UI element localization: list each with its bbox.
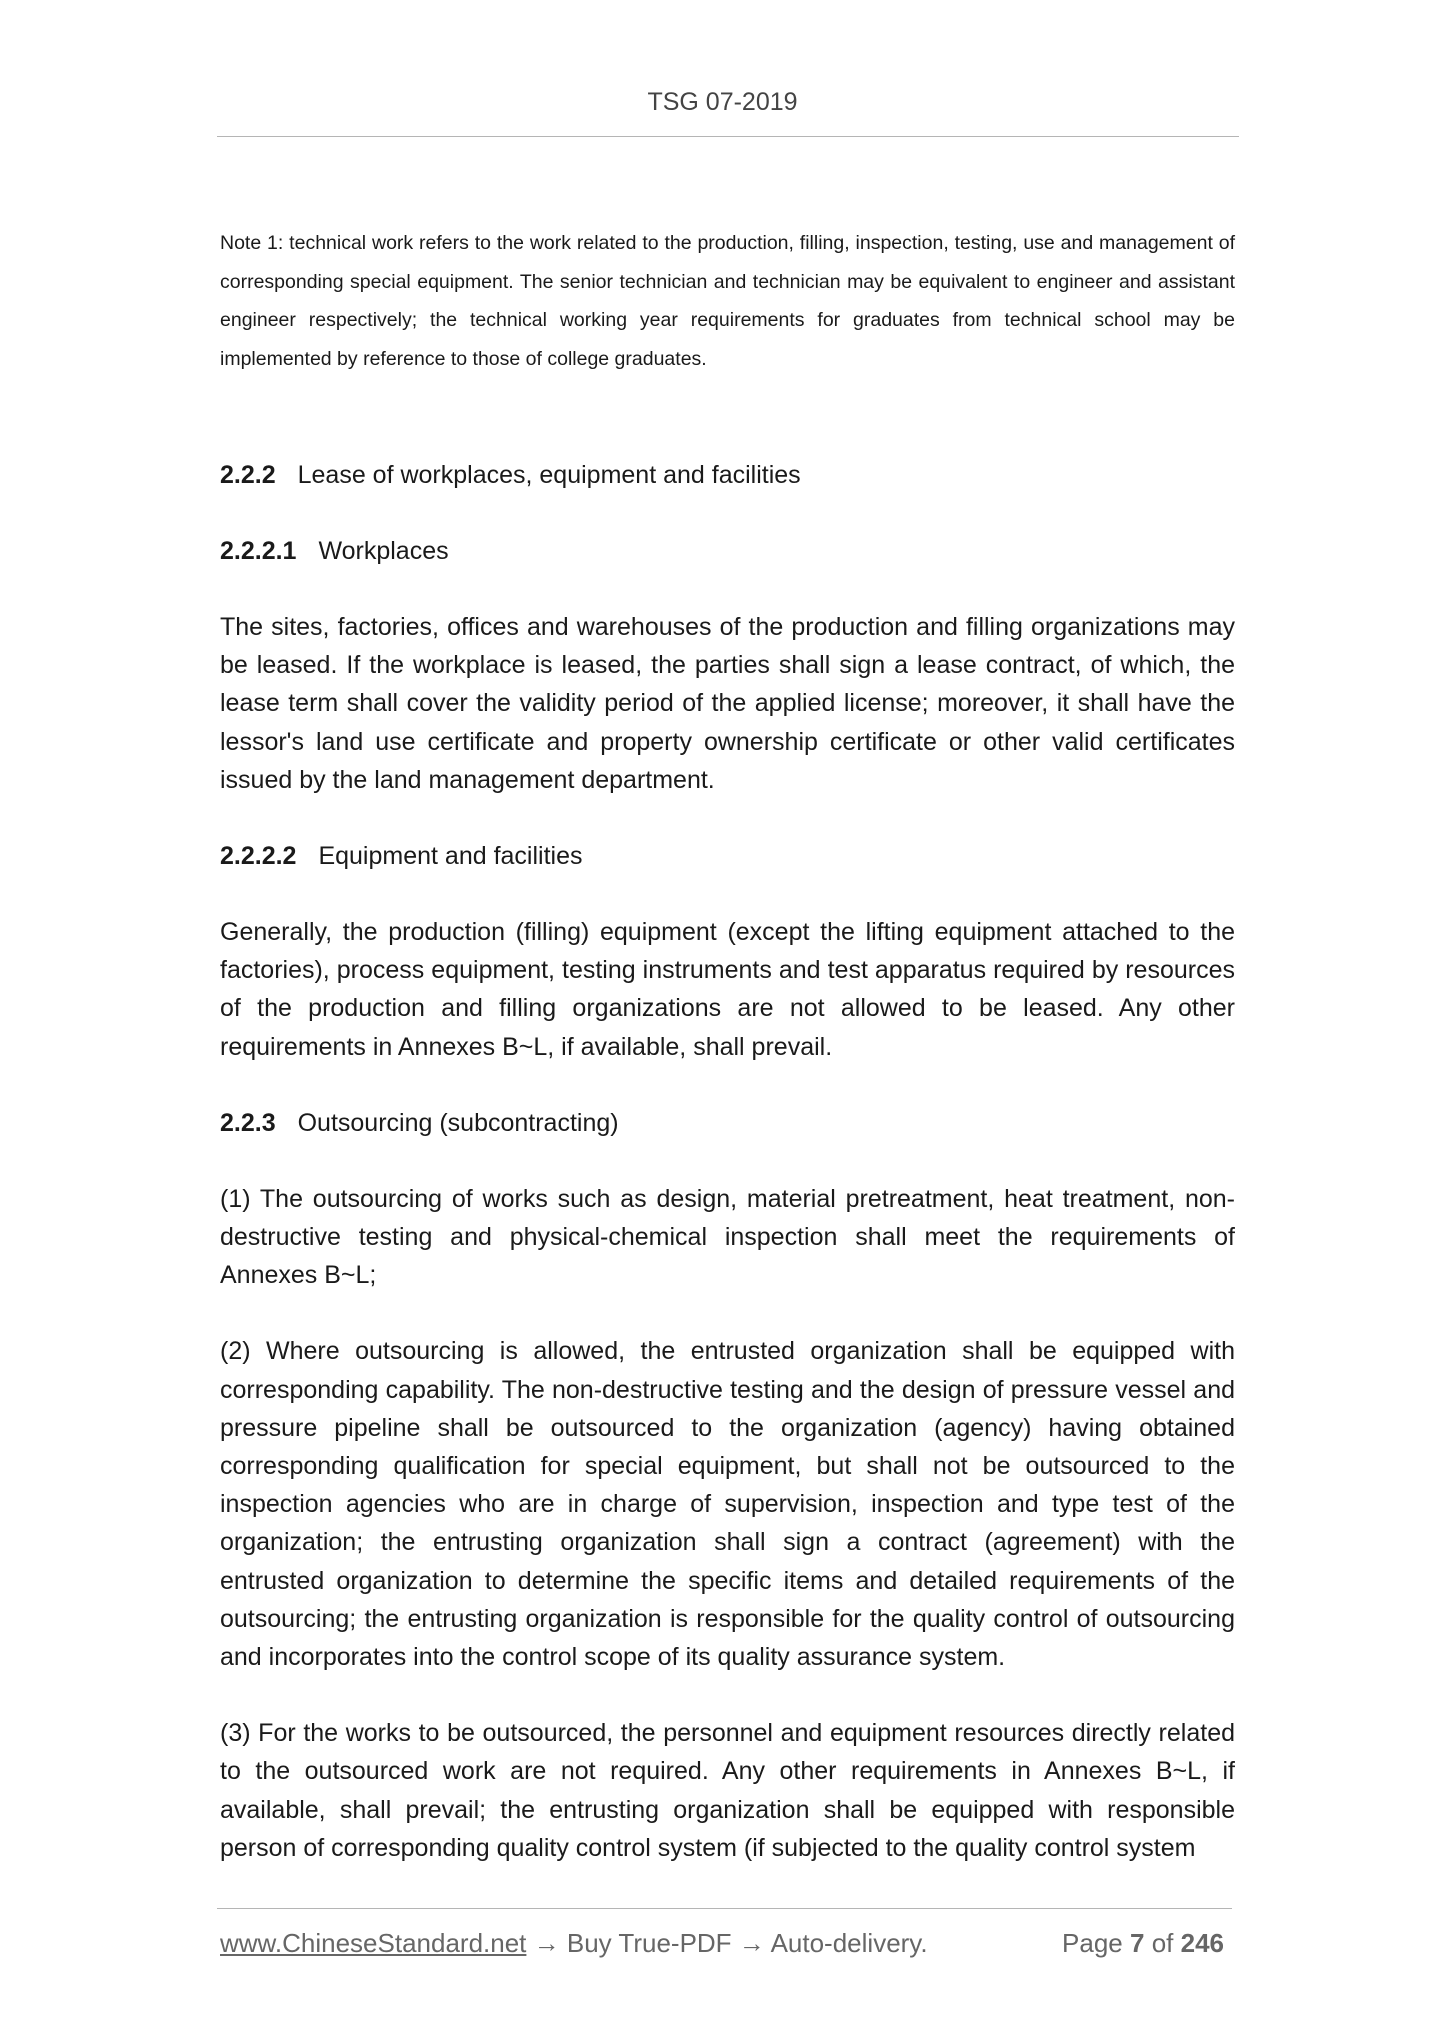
section-number: 2.2.2.1	[220, 537, 297, 565]
outsourcing-item-1: (1) The outsourcing of works such as design, material pretreatment, heat treatment, non-destructive testing and physical-chemical inspection shall meet the requirements of Annexes B~L;	[220, 1184, 1235, 1290]
section-heading-2-2-3	[220, 1104, 1235, 1142]
of-label: of	[1151, 1928, 1174, 1958]
header-divider	[217, 136, 1239, 137]
section-number: 2.2.2.2	[220, 842, 297, 871]
current-page-number: 7	[1129, 1928, 1145, 1958]
outsourcing-item-2: (2) Where outsourcing is allowed, the entrusted organization shall be equipped with corresponding capability. The non-destructive testing and the design of pressure vessel and pressure pipeline shall be outsourced to the organization (agency) having obtained corresponding qualification for special equipment, but shall not be outsourced to the inspection agencies who are in charge of supervision, inspection and type test of the organization; the entrusting organization shall sign a contract (agreement) with the entrusted organization to determine the specific items and detailed requirements of the outsourcing; the entrusting organization is responsible for the quality control of outsourcing and incorporates into the control scope of its quality assurance system.	[220, 1337, 1235, 1672]
section-number: 2.2.2	[220, 461, 276, 489]
website-link[interactable]: www.ChineseStandard.net	[220, 1928, 527, 1958]
section-number: 2.2.3	[220, 1108, 276, 1137]
page-label: Page	[1062, 1928, 1123, 1958]
section-title: Workplaces	[318, 537, 449, 565]
footer-divider	[217, 1908, 1232, 1909]
section-title: Lease of workplaces, equipment and facilities	[297, 461, 801, 489]
document-code-header: TSG 07-2019	[647, 88, 798, 116]
promo-text: → Buy True-PDF → Auto-delivery.	[526, 1928, 928, 1958]
section-heading-2-2-2	[220, 456, 1235, 494]
section-title: Equipment and facilities	[318, 842, 583, 871]
page-content	[220, 224, 1235, 1905]
workplaces-paragraph: The sites, factories, offices and warehouses of the production and filling organizations may be leased. If the workplace is leased, the parties shall sign a lease contract, of which, the lease term shall cover the validity period of the applied license; moreover, it shall have the lessor's land use certificate and property ownership certificate or other valid certificates issued by the land management department.	[220, 613, 1235, 794]
equipment-paragraph: Generally, the production (filling) equipment (except the lifting equipment attached to the factories), process equipment, testing instruments and test apparatus required by resources of the production and filling organizations are not allowed to be leased. Any other requirements in Annexes B~L, if available, shall prevail.	[220, 918, 1235, 1061]
outsourcing-item-3: (3) For the works to be outsourced, the personnel and equipment resources directly related to the outsourced work are not required. Any other requirements in Annexes B~L, if available, shall prevail; the entrusting organization shall be equipped with responsible person of corresponding quality control system (if subjected to the quality control system	[220, 1719, 1235, 1862]
section-heading-2-2-2-2	[220, 837, 1235, 875]
page-counter	[1062, 1928, 1224, 1959]
note-paragraph: Note 1: technical work refers to the work related to the production, filling, inspection, testing, use and management of corresponding special equipment. The senior technician and technician may be equivalent to engineer and assistant engineer respectively; the technical working year requirements for graduates from technical school may be implemented by reference to those of college graduates.	[220, 232, 1235, 370]
total-pages-number: 246	[1180, 1928, 1224, 1958]
section-title: Outsourcing (subcontracting)	[297, 1108, 619, 1137]
footer-promo	[220, 1928, 928, 1959]
section-heading-2-2-2-1	[220, 532, 1235, 570]
